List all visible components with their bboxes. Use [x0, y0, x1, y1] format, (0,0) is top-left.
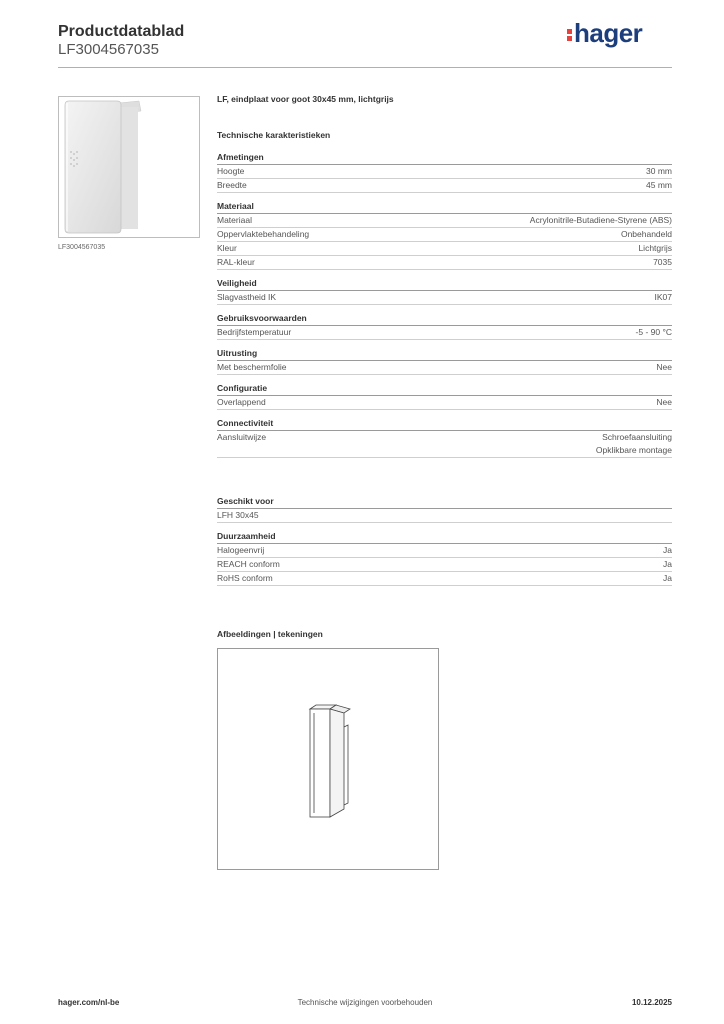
spec-row — [217, 242, 672, 256]
spec-label: Met beschermfolie — [217, 362, 287, 372]
spec-value-line: IK07 — [654, 292, 672, 302]
footer-date: 10.12.2025 — [631, 998, 672, 1007]
spec-value — [663, 558, 672, 571]
spec-section — [217, 531, 672, 586]
spec-value-line: Onbehandeld — [620, 229, 672, 239]
section-title: Afmetingen — [217, 152, 672, 165]
section-title: Duurzaamheid — [217, 531, 672, 544]
section-title: Veiligheid — [217, 278, 672, 291]
spec-value-line: Ja — [663, 559, 672, 569]
header-divider — [58, 67, 672, 68]
spec-value — [621, 228, 672, 241]
spec-row — [217, 291, 672, 305]
spec-row — [217, 326, 672, 340]
spec-value — [638, 242, 672, 255]
section-title: Materiaal — [217, 201, 672, 214]
spec-label: Hoogte — [217, 166, 245, 176]
spec-label: REACH conform — [217, 559, 280, 569]
spec-row — [217, 179, 672, 193]
hager-logo — [567, 18, 642, 48]
footer-website-link[interactable]: hager.com/nl-be — [58, 998, 120, 1007]
section-gap — [217, 458, 672, 488]
spec-row — [217, 256, 672, 270]
spec-value — [663, 572, 672, 585]
spec-section — [217, 278, 672, 305]
product-code: LF3004567035 — [58, 41, 159, 58]
spec-label: RAL-kleur — [217, 257, 255, 267]
spec-row — [217, 214, 672, 228]
spec-label: Overlappend — [217, 397, 266, 407]
logo-dots-icon — [567, 27, 572, 43]
section-title: Uitrusting — [217, 348, 672, 361]
spec-value-line: Ja — [663, 545, 672, 555]
spec-value-line: Nee — [656, 397, 672, 407]
section-title: Configuratie — [217, 383, 672, 396]
logo-text: hager — [574, 18, 643, 48]
spec-row — [217, 572, 672, 586]
spec-value — [646, 165, 672, 178]
spec-row — [217, 165, 672, 179]
spec-row — [217, 396, 672, 410]
spec-row — [217, 431, 672, 458]
spec-value — [663, 544, 672, 557]
product-name: LF, eindplaat voor goot 30x45 mm, lichtgrijs — [217, 94, 394, 104]
spec-value — [646, 179, 672, 192]
spec-value-line: Lichtgrijs — [638, 243, 672, 253]
drawings-heading: Afbeeldingen | tekeningen — [217, 629, 323, 639]
spec-label: Oppervlaktebehandeling — [217, 229, 310, 239]
spec-value-line: Ja — [663, 573, 672, 583]
page-title: Productdatablad — [58, 23, 185, 40]
spec-label: Halogeenvrij — [217, 545, 265, 555]
spec-label: Breedte — [217, 180, 247, 190]
spec-row — [217, 544, 672, 558]
product-thumbnail — [58, 96, 200, 238]
spec-value-line: Nee — [656, 362, 672, 372]
spec-sections — [217, 152, 672, 458]
product-photo-icon — [59, 97, 199, 237]
spec-label: Kleur — [217, 243, 237, 253]
section-title: Connectiviteit — [217, 418, 672, 431]
thumbnail-caption: LF3004567035 — [58, 244, 106, 251]
spec-value — [656, 396, 672, 409]
spec-label: Slagvastheid IK — [217, 292, 277, 302]
spec-value — [656, 361, 672, 374]
spec-row — [217, 558, 672, 572]
spec-row — [217, 361, 672, 375]
spec-row — [217, 509, 672, 523]
section-title: Gebruiksvoorwaarden — [217, 313, 672, 326]
spec-label: Materiaal — [217, 215, 252, 225]
end-cap-drawing-icon — [218, 649, 438, 869]
spec-label: Bedrijfstemperatuur — [217, 327, 292, 337]
spec-label: LFH 30x45 — [217, 510, 259, 520]
spec-value — [530, 214, 672, 227]
section-title: Geschikt voor — [217, 496, 672, 509]
spec-value-line: 7035 — [653, 257, 672, 267]
spec-value — [655, 291, 673, 304]
spec-section — [217, 383, 672, 410]
spec-value-line: 45 mm — [646, 180, 672, 190]
header — [58, 22, 184, 59]
spec-value-line: Schroefaansluiting — [602, 432, 672, 442]
spec-row — [217, 228, 672, 242]
tech-heading: Technische karakteristieken — [217, 130, 331, 140]
spec-value — [636, 326, 672, 339]
spec-label: RoHS conform — [217, 573, 273, 583]
spec-section — [217, 418, 672, 458]
spec-value — [596, 431, 672, 457]
spec-value-line: -5 - 90 °C — [635, 327, 672, 337]
spec-column — [217, 94, 672, 586]
spec-value-line: Acrylonitrile-Butadiene-Styrene (ABS) — [529, 215, 672, 225]
spec-section — [217, 313, 672, 340]
spec-section — [217, 348, 672, 375]
spec-value-line: 30 mm — [646, 166, 672, 176]
technical-drawing — [217, 648, 439, 870]
spec-section — [217, 496, 672, 523]
spec-value-line: Opklikbare montage — [595, 445, 672, 455]
spec-section — [217, 201, 672, 270]
spec-value — [653, 256, 672, 269]
spec-label: Aansluitwijze — [217, 432, 267, 442]
spec-section — [217, 152, 672, 193]
spec-sections-extra — [217, 496, 672, 586]
footer-notice: Technische wijzigingen voorbehouden — [297, 998, 433, 1007]
